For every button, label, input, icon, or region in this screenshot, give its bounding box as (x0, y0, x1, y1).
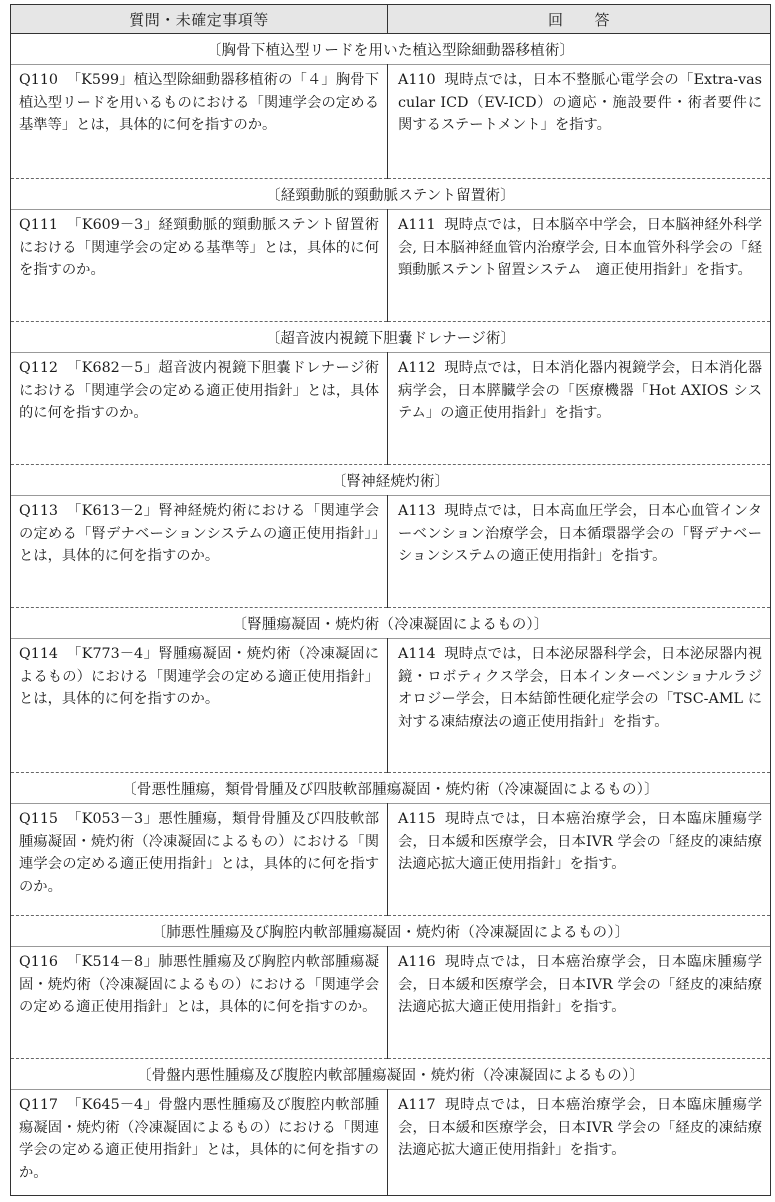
answer-cell (388, 65, 771, 179)
answer-number: A110 (398, 72, 436, 88)
category-row (11, 773, 771, 804)
answer-number: A115 (398, 811, 436, 827)
question-cell (11, 65, 388, 179)
answer-number: A117 (398, 1097, 436, 1113)
answer-text: 現時点では，日本消化器内視鏡学会，日本消化器病学会，日本膵臓学会の「医療機器「Hot AXIOS システム」の適正使用指針」を指す。 (398, 360, 762, 421)
answer-text: 現時点では，日本癌治療学会，日本臨床腫瘍学会，日本緩和医療学会，日本IVR 学会の「経皮的凍結療法適応拡大適正使用指針」を指す。 (398, 954, 762, 1015)
category-title: 〔肺悪性腫瘍及び胸腔内軟部腫瘍凝固・焼灼術（冷凍凝固によるもの）〕 (11, 916, 771, 947)
answer-cell (388, 210, 771, 322)
category-title: 〔骨盤内悪性腫瘍及び腹腔内軟部腫瘍凝固・焼灼術（冷凍凝固によるもの）〕 (11, 1059, 771, 1090)
qa-row (11, 1090, 771, 1196)
qa-row (11, 496, 771, 608)
category-title: 〔骨悪性腫瘍，類骨骨腫及び四肢軟部腫瘍凝固・焼灼術（冷凍凝固によるもの）〕 (11, 773, 771, 804)
qa-row (11, 210, 771, 322)
question-cell (11, 210, 388, 322)
question-cell (11, 947, 388, 1059)
answer-cell (388, 804, 771, 916)
question-cell (11, 496, 388, 608)
question-text: 「K682－5」超音波内視鏡下胆嚢ドレナージ術における「関連学会の定める適正使用指針」とは，具体的に何を指すのか。 (19, 360, 379, 421)
question-number: Q111 (19, 217, 59, 233)
answer-column-header: 回 答 (388, 5, 771, 34)
category-row (11, 1059, 771, 1090)
answer-text: 現時点では，日本癌治療学会，日本臨床腫瘍学会，日本緩和医療学会，日本IVR 学会の「経皮的凍結療法適応拡大適正使用指針」を指す。 (398, 811, 762, 872)
question-number: Q110 (19, 72, 59, 88)
category-title: 〔腎腫瘍凝固・焼灼術（冷凍凝固によるもの）〕 (11, 608, 771, 639)
question-number: Q116 (19, 954, 59, 970)
category-row (11, 608, 771, 639)
answer-number: A113 (398, 503, 436, 519)
category-title: 〔胸骨下植込型リードを用いた植込型除細動器移植術〕 (11, 34, 771, 65)
category-title: 〔経頸動脈的頸動脈ステント留置術〕 (11, 179, 771, 210)
category-title: 〔超音波内視鏡下胆嚢ドレナージ術〕 (11, 322, 771, 353)
qa-row (11, 947, 771, 1059)
question-cell (11, 804, 388, 916)
question-cell (11, 639, 388, 773)
qa-row (11, 639, 771, 773)
question-number: Q112 (19, 360, 59, 376)
question-text: 「K773－4」腎腫瘍凝固・焼灼術（冷凍凝固によるもの）における「関連学会の定める適正使用指針」とは，具体的に何を指すのか。 (19, 646, 379, 707)
qa-row (11, 804, 771, 916)
category-title: 〔腎神経焼灼術〕 (11, 465, 771, 496)
question-number: Q114 (19, 646, 59, 662)
question-text: 「K645－4」骨盤内悪性腫瘍及び腹腔内軟部腫瘍凝固・焼灼術（冷凍凝固によるもの）における「関連学会の定める適正使用指針」とは，具体的に何を指すのか。 (19, 1097, 379, 1181)
category-row (11, 322, 771, 353)
question-text: 「K599」植込型除細動器移植術の「４」胸骨下植込型リードを用いるものにおける「関連学会の定める基準等」とは，具体的に何を指すのか。 (19, 72, 379, 133)
answer-number: A116 (398, 954, 436, 970)
answer-number: A114 (398, 646, 436, 662)
category-row (11, 179, 771, 210)
question-text: 「K613－2」腎神経焼灼術における「関連学会の定める「腎デナベーションシステムの適正使用指針」」とは，具体的に何を指すのか。 (19, 503, 379, 564)
answer-cell (388, 1090, 771, 1196)
category-row (11, 34, 771, 65)
category-row (11, 465, 771, 496)
question-number: Q115 (19, 811, 59, 827)
answer-number: A112 (398, 360, 436, 376)
answer-text: 現時点では，日本癌治療学会，日本臨床腫瘍学会，日本緩和医療学会，日本IVR 学会の「経皮的凍結療法適応拡大適正使用指針」を指す。 (398, 1097, 762, 1158)
answer-cell (388, 947, 771, 1059)
question-number: Q117 (19, 1097, 59, 1113)
table-header (11, 5, 771, 34)
answer-text: 現時点では，日本脳卒中学会，日本脳神経外科学会, 日本脳神経血管内治療学会, 日本血管外科学会の「経頸動脈ステント留置システム 適正使用指針」を指す。 (398, 217, 762, 278)
question-text: 「K514－8」肺悪性腫瘍及び胸腔内軟部腫瘍凝固・焼灼術（冷凍凝固によるもの）における「関連学会の定める適正使用指針」とは，具体的に何を指すのか。 (19, 954, 379, 1015)
category-row (11, 916, 771, 947)
answer-cell (388, 496, 771, 608)
question-number: Q113 (19, 503, 59, 519)
question-cell (11, 1090, 388, 1196)
qa-table (10, 4, 771, 1196)
answer-text: 現時点では，日本不整脈心電学会の「Extra-vascular ICD（EV-ICD）の適応・施設要件・術者要件に関するステートメント」を指す。 (398, 72, 762, 133)
qa-row (11, 65, 771, 179)
answer-cell (388, 353, 771, 465)
question-column-header: 質問・未確定事項等 (11, 5, 388, 34)
question-text: 「K609－3」経頸動脈的頸動脈ステント留置術における「関連学会の定める基準等」とは，具体的に何を指すのか。 (19, 217, 379, 278)
answer-text: 現時点では，日本泌尿器科学会，日本泌尿器内視鏡・ロボティクス学会，日本インターベンショナルラジオロジー学会，日本結節性硬化症学会の「TSC-AML に対する凍結療法の適正使用指針」を指す。 (398, 646, 762, 730)
answer-cell (388, 639, 771, 773)
answer-number: A111 (398, 217, 436, 233)
answer-text: 現時点では，日本高血圧学会，日本心血管インターベンション治療学会，日本循環器学会の「腎デナベーションシステムの適正使用指針」を指す。 (398, 503, 762, 564)
question-text: 「K053－3」悪性腫瘍，類骨骨腫及び四肢軟部腫瘍凝固・焼灼術（冷凍凝固によるもの）における「関連学会の定める適正使用指針」とは，具体的に何を指すのか。 (19, 811, 379, 895)
qa-row (11, 353, 771, 465)
question-cell (11, 353, 388, 465)
